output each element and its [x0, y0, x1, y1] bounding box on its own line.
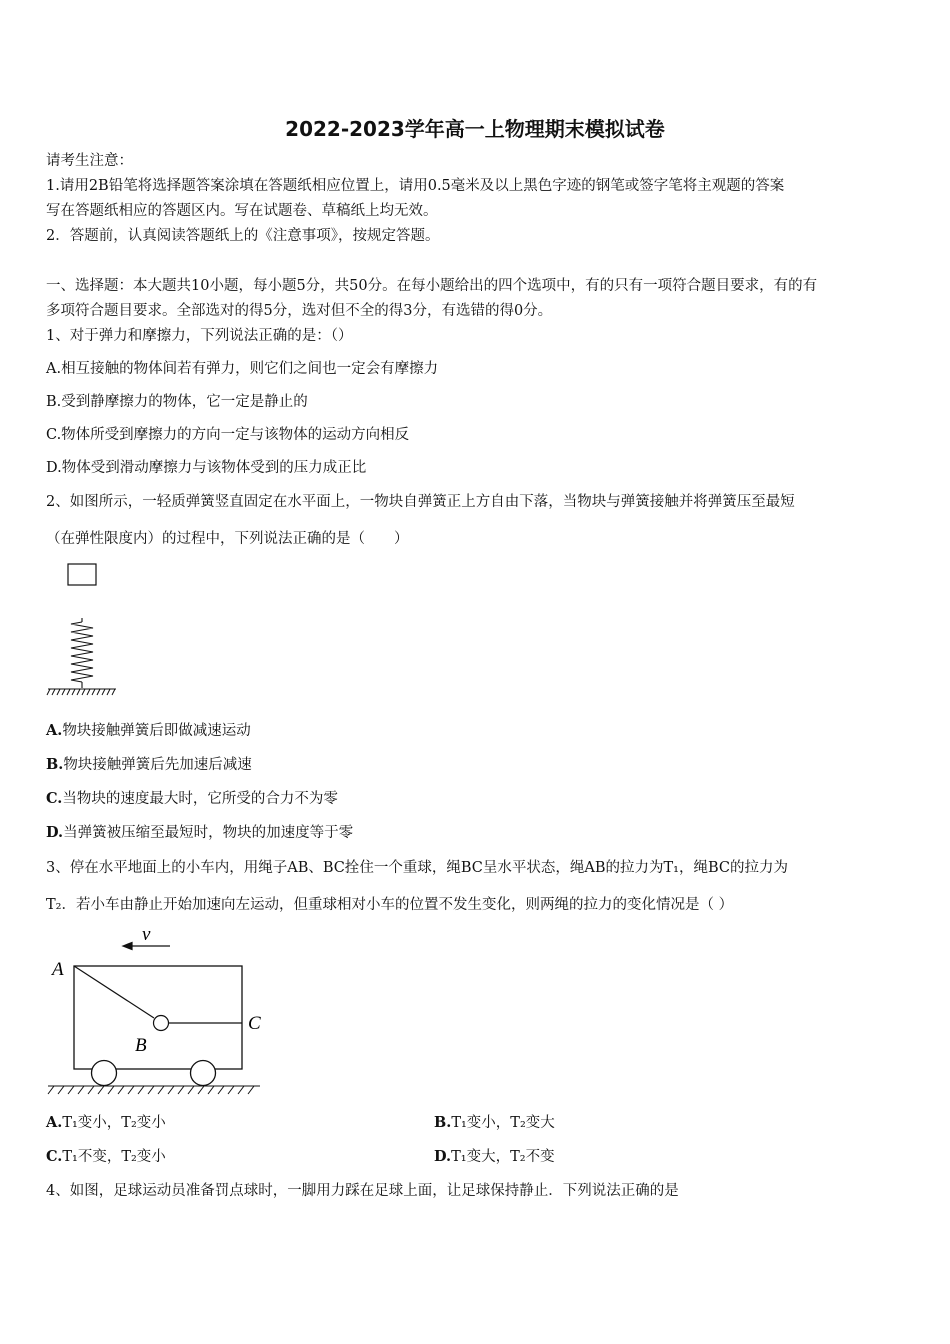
spring-block-figure — [44, 560, 120, 698]
rope-ab — [74, 966, 154, 1018]
q1-option-c: C.物体所受到摩擦力的方向一定与该物体的运动方向相反 — [46, 427, 410, 443]
cart-figure — [44, 920, 270, 1100]
point-b-label: B — [135, 1035, 147, 1056]
q4-stem: 4、如图，足球运动员准备罚点球时，一脚用力踩在足球上面，让足球保持静止．下列说法正确的是 — [46, 1183, 679, 1199]
q2-option-d-label: D. — [46, 824, 64, 841]
notice-item-2: 2．答题前，认真阅读答题纸上的《注意事项》，按规定答题。 — [46, 228, 440, 244]
q2-stem-line-2: （在弹性限度内）的过程中，下列说法正确的是（ ） — [46, 531, 409, 547]
q2-option-a-label: A. — [46, 722, 63, 739]
notice-item-1-line-1: 1.请用2B铅笔将选择题答案涂填在答题纸相应位置上，请用0.5毫米及以上黑色字迹的钢笔或签字笔将主观题的答案 — [46, 178, 785, 194]
notice-item-1-line-2: 写在答题纸相应的答题区内。写在试题卷、草稿纸上均无效。 — [46, 203, 438, 219]
q3-stem-line-2: T₂．若小车由静止开始加速向左运动，但重球相对小车的位置不发生变化，则两绳的拉力的变化情况是（ ） — [46, 897, 734, 913]
q1-stem: 1、对于弹力和摩擦力，下列说法正确的是：（） — [46, 328, 353, 344]
q2-option-b-text: 物块接触弹簧后先加速后减速 — [63, 757, 252, 773]
ground-hatch — [48, 1086, 260, 1094]
q3-option-c-label: C. — [46, 1148, 63, 1165]
q3-option-a-text: T₁变小，T₂变小 — [62, 1115, 166, 1131]
q3-stem-line-1: 3、停在水平地面上的小车内，用绳子AB、BC拴住一个重球，绳BC呈水平状态，绳AB的拉力为T₁，绳BC的拉力为 — [46, 860, 789, 876]
q2-option-c — [46, 789, 908, 809]
q2-option-d-text: 当弹簧被压缩至最短时，物块的加速度等于零 — [63, 825, 354, 841]
q3-option-c-text: T₁不变，T₂变小 — [62, 1149, 166, 1165]
q2-option-b — [46, 755, 908, 775]
q3-option-c — [46, 1147, 166, 1167]
q1-option-a: A.相互接触的物体间若有弹力，则它们之间也一定会有摩擦力 — [46, 361, 439, 377]
q3-option-d-label: D. — [434, 1148, 452, 1165]
point-a-label: A — [52, 959, 64, 980]
cart-wheel-left — [92, 1061, 117, 1086]
ground-hatch — [47, 689, 116, 695]
section-instructions-line-2: 多项符合题目要求。全部选对的得5分，选对但不全的得3分，有选错的得0分。 — [46, 303, 553, 319]
point-c-label: C — [248, 1013, 261, 1034]
q3-option-b — [434, 1113, 555, 1133]
q3-option-a-label: A. — [46, 1114, 63, 1131]
falling-block — [68, 564, 96, 585]
cart-wheel-right — [191, 1061, 216, 1086]
spring-coil — [71, 618, 93, 688]
q2-option-a — [46, 721, 908, 741]
q3-option-d — [434, 1147, 555, 1167]
q2-option-b-label: B. — [46, 756, 64, 773]
velocity-label: v — [142, 924, 151, 945]
q2-stem-line-1: 2、如图所示，一轻质弹簧竖直固定在水平面上，一物块自弹簧正上方自由下落，当物块与弹簧接触并将弹簧压至最短 — [46, 494, 795, 510]
q2-option-c-label: C. — [46, 790, 63, 807]
q2-option-c-text: 当物块的速度最大时，它所受的合力不为零 — [62, 791, 338, 807]
page-title: 2022-2023学年高一上物理期末模拟试卷 — [285, 117, 665, 141]
section-instructions-line-1: 一、选择题：本大题共10小题，每小题5分，共50分。在每小题给出的四个选项中，有的只有一项符合题目要求，有的有 — [46, 278, 818, 294]
q2-option-d — [46, 823, 908, 843]
notice-heading: 请考生注意： — [46, 153, 133, 169]
heavy-ball — [154, 1016, 169, 1031]
q1-option-d: D.物体受到滑动摩擦力与该物体受到的压力成正比 — [46, 460, 367, 476]
q3-option-d-text: T₁变大，T₂不变 — [451, 1149, 555, 1165]
q3-option-a — [46, 1113, 166, 1133]
q3-option-b-label: B. — [434, 1114, 452, 1131]
q3-option-b-text: T₁变小，T₂变大 — [451, 1115, 555, 1131]
q1-option-b: B.受到静摩擦力的物体，它一定是静止的 — [46, 394, 308, 410]
q2-option-a-text: 物块接触弹簧后即做减速运动 — [62, 723, 251, 739]
